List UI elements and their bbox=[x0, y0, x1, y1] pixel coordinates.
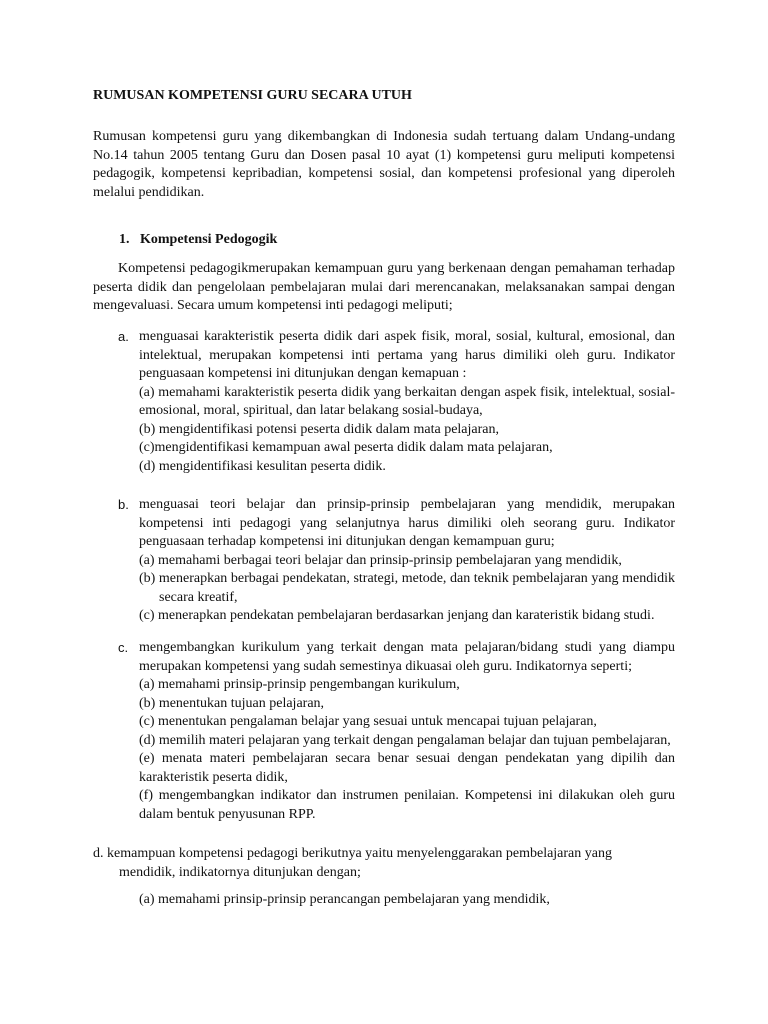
list-item-body bbox=[139, 496, 675, 626]
list-item-d bbox=[93, 845, 675, 882]
list-item-lead: menguasai teori belajar dan prinsip-prinsip pembelajaran yang mendidik, merupakan kompetensi inti pedagogi yang selanjutnya harus dimiliki oleh seorang guru. Indikator penguasaan terhadap kompetensi ini ditunjukan dengan kemampuan guru; bbox=[139, 497, 675, 549]
indicator: (a) memahami prinsip-prinsip pengembangan kurikulum, bbox=[139, 677, 460, 692]
list-item-lead: mengembangkan kurikulum yang terkait dengan mata pelajaran/bidang studi yang diampu merupakan kompetensi yang sudah semestinya dikuasai oleh guru. Indikatornya seperti; bbox=[139, 640, 675, 674]
document-title: RUMUSAN KOMPETENSI GURU SECARA UTUH bbox=[93, 88, 412, 103]
indicator: (c) menerapkan pendekatan pembelajaran berdasarkan jenjang dan karateristik bidang studi. bbox=[139, 608, 655, 623]
list-item-d-line1: d. kemampuan kompetensi pedagogi berikutnya yaitu menyelenggarakan pembelajaran yang bbox=[93, 846, 612, 861]
indicator: (d) mengidentifikasi kesulitan peserta didik. bbox=[139, 458, 386, 474]
indicator: (a) memahami prinsip-prinsip perancangan pembelajaran yang mendidik, bbox=[139, 892, 550, 907]
list-item-body bbox=[139, 328, 675, 476]
indicator: (c) menentukan pengalaman belajar yang sesuai untuk mencapai tujuan pelajaran, bbox=[139, 714, 597, 729]
section-heading-text: Kompetensi Pedogogik bbox=[140, 232, 278, 247]
indicator: (f) mengembangkan indikator dan instrumen penilaian. Kompetensi ini dilakukan oleh guru dalam bentuk penyusunan RPP. bbox=[139, 788, 675, 822]
indicator: (b) menerapkan berbagai pendekatan, strategi, metode, dan teknik pembelajaran yang mendidik secara kreatif, bbox=[139, 571, 675, 605]
indicator: (e) menata materi pembelajaran secara benar sesuai dengan pendekatan yang dipilih dan karakteristik peserta didik, bbox=[139, 751, 675, 785]
section-heading bbox=[119, 231, 277, 249]
indicator: (b) menentukan tujuan pelajaran, bbox=[139, 695, 325, 711]
section-number: 1. bbox=[119, 232, 130, 247]
indicator: (d) memilih materi pelajaran yang terkait dengan pengalaman belajar dan tujuan pembelajaran, bbox=[139, 732, 671, 748]
indicator: (c)mengidentifikasi kemampuan awal peserta didik dalam mata pelajaran, bbox=[139, 440, 553, 455]
list-item-lead: menguasai karakteristik peserta didik dari aspek fisik, moral, sosial, kultural, emosional, dan intelektual, merupakan kompetensi inti pertama yang harus dimiliki oleh guru. Indikator penguasaan kompetensi ini ditunjukan dengan kemapuan : bbox=[139, 329, 675, 381]
intro-paragraph: Rumusan kompetensi guru yang dikembangkan di Indonesia sudah tertuang dalam Undang-undang No.14 tahun 2005 tentang Guru dan Dosen pasal 10 ayat (1) kompetensi guru meliputi kompetensi pedagogik, kompetensi kepribadian, kompetensi sosial, dan kompetensi profesional yang diperoleh melalui pendidikan. bbox=[93, 129, 675, 200]
list-marker-b: b. bbox=[118, 497, 129, 512]
list-item-d-line2: mendidik, indikatornya ditunjukan dengan; bbox=[119, 864, 361, 880]
indicator: (a) memahami karakteristik peserta didik yang berkaitan dengan aspek fisik, intelektual, sosial-emosional, moral, spiritual, dan latar belakang sosial-budaya, bbox=[139, 384, 675, 418]
list-item-body bbox=[139, 639, 675, 824]
indicator: (b) mengidentifikasi potensi peserta didik dalam mata pelajaran, bbox=[139, 421, 499, 437]
indicator: (a) memahami berbagai teori belajar dan prinsip-prinsip pembelajaran yang mendidik, bbox=[139, 552, 622, 568]
pedagogik-paragraph: Kompetensi pedagogikmerupakan kemampuan guru yang berkenaan dengan pemahaman terhadap peserta didik dan pengelolaan pembelajaran mulai dari merencanakan, melaksanakan sampai dengan mengevaluasi. Secara umum kompetensi inti pedagogi meliputi; bbox=[93, 261, 675, 313]
list-marker-c: c. bbox=[118, 640, 129, 655]
list-marker-a: a. bbox=[118, 329, 129, 344]
